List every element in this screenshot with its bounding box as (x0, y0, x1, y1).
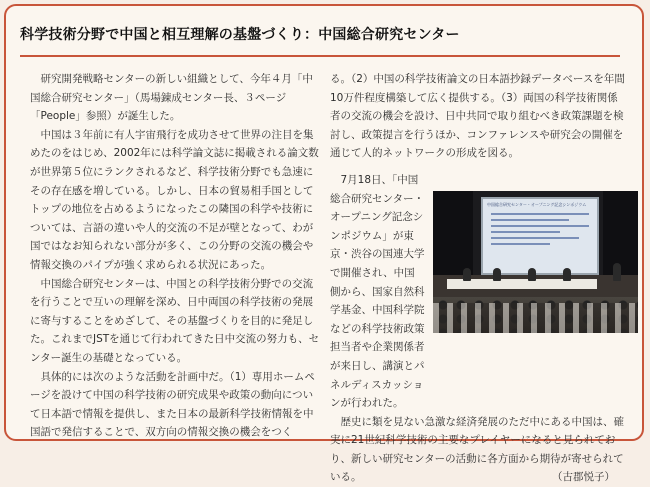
closing-text: 歴史に類を見ない急激な経済発展のただ中にある中国は、確実に21世紀科学技術の主要なプレイヤーになると見られており、新しい研究センターの活動に各方面から期待が寄せられている。 (330, 415, 624, 484)
article-headline: 科学技術分野で中国と相互理解の基盤づくり：中国総合研究センター (20, 27, 460, 43)
paragraph-symposium: 7月18日、「中国総合研究センター・オープニング記念シンポジウム」が東京・渋谷の国連大学で開催され、中国側から、国家自然科学基金、中国科学院などの科学技術政策担当者や企業関係者が来日し、講演とパネルディスカッションが行われた。 (330, 173, 425, 410)
headline-divider (20, 55, 620, 57)
paragraph-activities: 具体的には次のような活動を計画中だ。（1）専用ホームページを設けて中国の科学技術の研究成果や政策の動向について日本語で情報を提供し、また日本の最新科学技術情報を中国語で発信することで、双方向の情報交換の機会をつく (30, 370, 315, 439)
photo-panelist (528, 268, 536, 281)
paragraph-intro: 研究開発戦略センターの新しい組織として、今年４月「中国総合研究センター」（馬場錬成センター長、３ページ「People」参照）が誕生した。 (30, 73, 313, 123)
photo-panelist (563, 268, 571, 281)
symposium-photo (433, 191, 638, 333)
paragraph-activities-continued: る。（2）中国の科学技術論文の日本語抄録データベースを年間10万件程度構築して広く提供する。（3）両国の科学技術関係者の交流の機会を設け、日中共同で取り組むべき政策課題を検討し、政策提言を行うほか、コンファレンスや研究会の開催を通じて人的ネットワークの形成を図る。 (330, 73, 625, 160)
photo-speaker-at-podium (613, 263, 621, 281)
photo-panelist (493, 268, 501, 281)
photo-audience-seats (433, 303, 638, 333)
left-column (30, 70, 320, 442)
photo-projection-screen (481, 197, 599, 275)
photo-screen-text-lines (491, 213, 589, 249)
photo-panelist (463, 268, 471, 281)
photo-screen-title: 中国総合研究センター・オープニング記念シンポジウム (487, 202, 587, 207)
paragraph-closing (330, 413, 625, 487)
paragraph-center-purpose: 中国総合研究センターは、中国との科学技術分野での交流を行うことで互いの理解を深め、日中両国の科学技術の発展に寄与することをめざして、その基盤づくりを目的に発足した。これまでJSTを通じて行われてきた日中交流の努力も、センター誕生の基礎となっている。 (30, 277, 320, 364)
paragraph-china-presence: 中国は３年前に有人宇宙飛行を成功させて世界の注目を集めたのをはじめ、2002年には科学論文誌に掲載される論文数が世界第５位にランクされるなど、科学技術分野でも急速にその存在感を増している。しかし、日本の貿易相手国としてトップの地位を占めるようになったこの隣国の科学や技術については、言語の違いや人的交流の不足が壁となって、わが国ではなお知られない部分が多く、この分野の交流の機会や情報交換のパイプが強く求められる状況にあった。 (30, 128, 319, 271)
author-signature: （古郡悦子） (552, 471, 615, 484)
